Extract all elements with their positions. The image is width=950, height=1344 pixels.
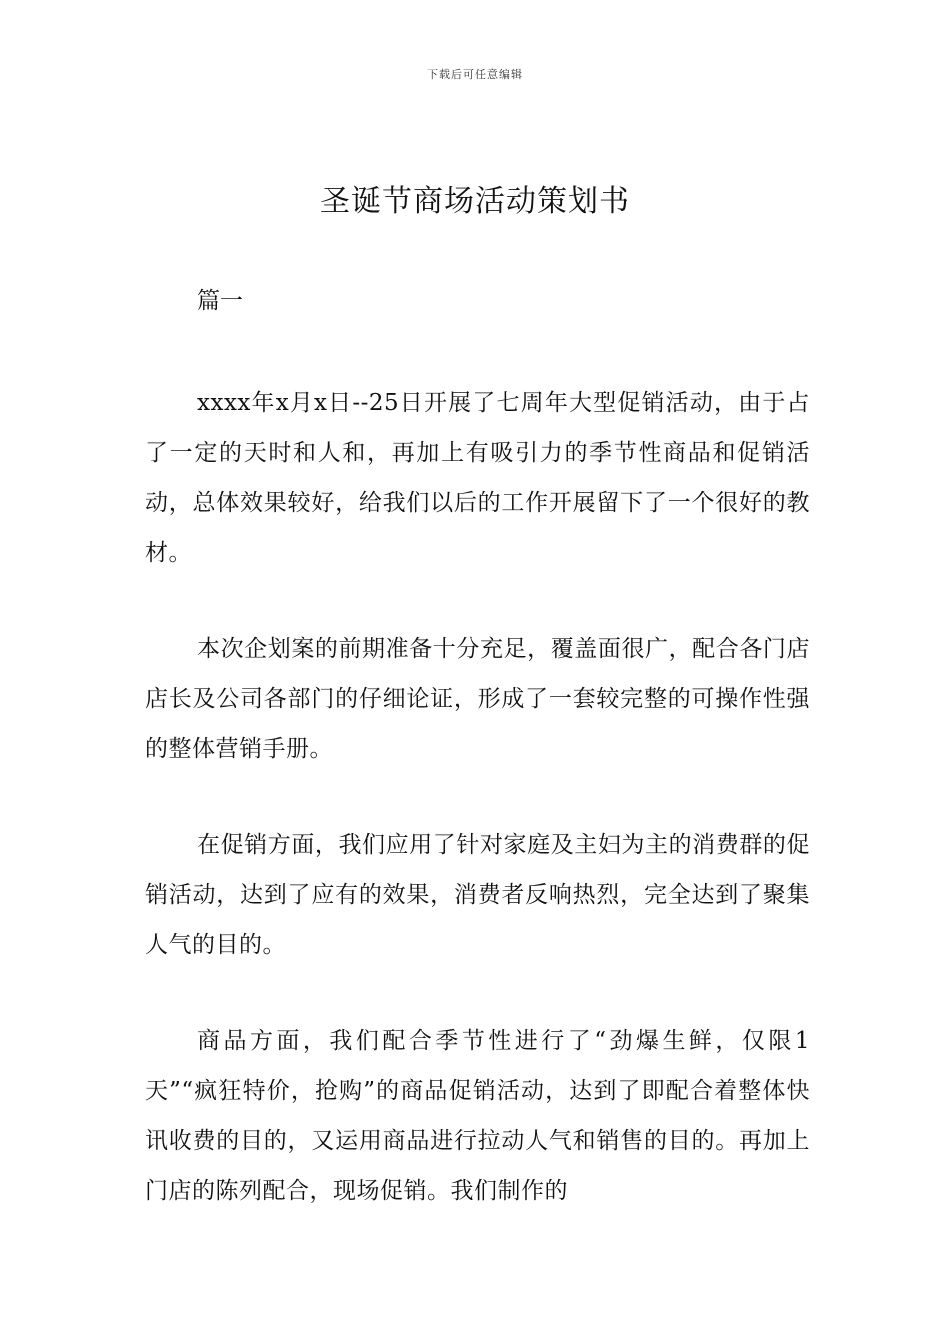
page-header-note: 下载后可任意编辑	[427, 68, 523, 81]
document-title: 圣诞节商场活动策划书	[320, 184, 630, 219]
paragraph: 商品方面，我们配合季节性进行了“劲爆生鲜，仅限1天”“疯狂特价，抢购”的商品促销活动，达到了即配合着整体快讯收费的目的，又运用商品进行拉动人气和销售的目的。再加上门店的陈列配合，现场促销。我们制作的	[145, 1028, 810, 1204]
document-body	[145, 378, 810, 1262]
paragraph: xxxx年x月x日--25日开展了七周年大型促销活动，由于占了一定的天时和人和，再加上有吸引力的季节性商品和促销活动，总体效果较好，给我们以后的工作开展留下了一个很好的教材。	[145, 390, 810, 566]
section-label: 篇一	[197, 288, 243, 314]
paragraph: 本次企划案的前期准备十分充足，覆盖面很广，配合各门店店长及公司各部门的仔细论证，形成了一套较完整的可操作性强的整体营销手册。	[145, 636, 810, 762]
paragraph: 在促销方面，我们应用了针对家庭及主妇为主的消费群的促销活动，达到了应有的效果，消费者反响热烈，完全达到了聚集人气的目的。	[145, 832, 810, 958]
